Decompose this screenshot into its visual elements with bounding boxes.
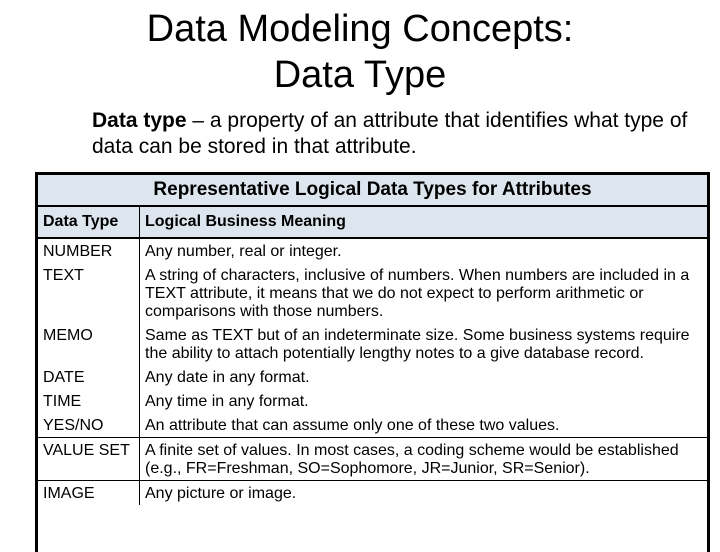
table-row [38,263,707,323]
row-type: IMAGE [38,481,140,505]
row-type: TEXT [38,263,140,323]
row-type: VALUE SET [38,438,140,480]
row-type: TIME [38,389,140,413]
row-type: DATE [38,365,140,389]
definition-text: – a property of an attribute that identifies what type of data can be stored in that attribute. [92,109,688,158]
row-meaning: A finite set of values. In most cases, a coding scheme would be established (e.g., FR=Freshman, SO=Sophomore, JR=Junior, SR=Senior). [145,442,679,477]
row-meaning: A string of characters, inclusive of numbers. When numbers are included in a TEXT attribute, it means that we do not expect to perform arithmetic or comparisons with those numbers. [145,267,690,320]
row-type: NUMBER [38,239,140,263]
data-types-table [35,172,710,552]
table-row [38,239,707,263]
table-row [38,365,707,389]
table-row [38,437,707,480]
header-logical-meaning: Logical Business Meaning [145,213,346,230]
row-meaning: Any date in any format. [145,369,310,386]
row-meaning: Any time in any format. [145,393,309,410]
table-header-row [38,207,707,239]
table-row [38,323,707,365]
row-meaning: An attribute that can assume only one of these two values. [145,417,560,434]
slide-title-line-2: Data Type [273,54,447,96]
table-row [38,480,707,505]
slide-title [0,6,720,98]
row-type: YES/NO [38,413,140,437]
table-row [38,413,707,437]
row-meaning: Same as TEXT but of an indeterminate size. Some business systems require the ability to attach potentially lengthy notes to a give database record. [145,327,690,362]
table-caption: Representative Logical Data Types for Attributes [38,175,707,207]
row-meaning: Any number, real or integer. [145,243,342,260]
table-row [38,389,707,413]
row-type: MEMO [38,323,140,365]
slide-title-line-1: Data Modeling Concepts: [146,8,574,50]
header-data-type: Data Type [38,207,140,237]
row-meaning: Any picture or image. [145,485,297,502]
definition-paragraph [92,108,712,160]
definition-term: Data type [92,109,187,132]
